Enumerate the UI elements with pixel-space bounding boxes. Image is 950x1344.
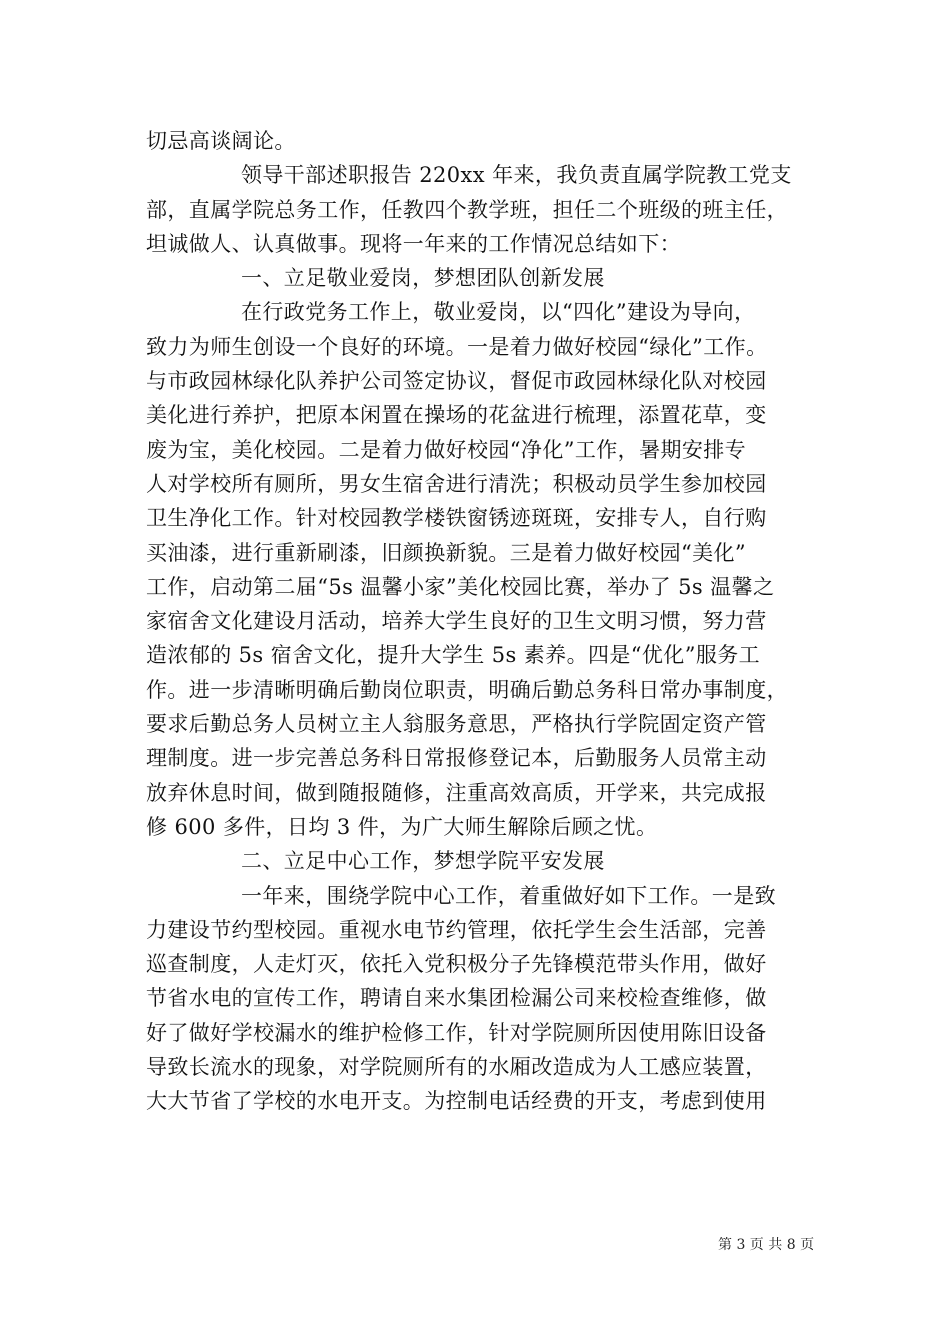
text-line: 切忌高谈阔论。: [146, 129, 296, 153]
text-line: 废为宝，美化校园。二是着力做好校园“净化”工作，暑期安排专: [146, 437, 747, 462]
body-text: [146, 124, 822, 1119]
text-line: 大大节省了学校的水电开支。为控制电话经费的开支，考虑到使用: [146, 1089, 767, 1114]
paragraph-start-line: 在行政党务工作上，敬业爱岗，以“四化”建设为导向，: [241, 300, 756, 325]
text-line: 理制度。进一步完善总务科日常报修登记本，后勤服务人员常主动: [146, 746, 767, 771]
text-line: 卫生净化工作。针对校园教学楼铁窗锈迹斑斑，安排专人，自行购: [146, 506, 767, 531]
paragraph-start-line: 领导干部述职报告 220xx 年来，我负责直属学院教工党支: [241, 163, 792, 188]
text-line: 买油漆，进行重新刷漆，旧颜换新貌。三是着力做好校园“美化”: [146, 540, 747, 565]
text-line: 致力为师生创设一个良好的环境。一是着力做好校园“绿化”工作。: [146, 334, 768, 359]
text-line: 好了做好学校漏水的维护检修工作，针对学院厕所因使用陈旧设备: [146, 1020, 767, 1045]
text-line: 人对学校所有厕所，男女生宿舍进行清洗；积极动员学生参加校园: [146, 471, 767, 496]
section-heading-1: 一、立足敬业爱岗，梦想团队创新发展: [241, 266, 605, 291]
paragraph-start-line: 一年来，围绕学院中心工作，着重做好如下工作。一是致: [241, 883, 776, 908]
text-line: 巡查制度，人走灯灭，依托入党积极分子先锋模范带头作用，做好: [146, 952, 767, 977]
text-line: 坦诚做人、认真做事。现将一年来的工作情况总结如下：: [146, 231, 681, 256]
text-line: 造浓郁的 5s 宿舍文化，提升大学生 5s 素养。四是“优化”服务工: [146, 643, 761, 668]
text-line: 导致长流水的现象，对学院厕所有的水厢改造成为人工感应装置，: [146, 1055, 767, 1080]
text-line: 美化进行养护，把原本闲置在操场的花盆进行梳理，添置花草，变: [146, 403, 767, 428]
text-line: 作。进一步清晰明确后勤岗位职责，明确后勤总务科日常办事制度，: [146, 677, 788, 702]
text-line: 部，直属学院总务工作，任教四个教学班，担任二个班级的班主任，: [146, 197, 788, 222]
section-heading-2: 二、立足中心工作，梦想学院平安发展: [241, 849, 605, 874]
text-line: 要求后勤总务人员树立主人翁服务意思，严格执行学院固定资产管: [146, 712, 767, 737]
text-line: 工作，启动第二届“5s 温馨小家”美化校园比赛，举办了 5s 温馨之: [146, 574, 775, 599]
text-line: 修 600 多件，日均 3 件，为广大师生解除后顾之忧。: [146, 814, 658, 839]
page-number-footer: 第 3 页 共 8 页: [718, 1237, 815, 1253]
text-line: 家宿舍文化建设月活动，培养大学生良好的卫生文明习惯，努力营: [146, 609, 767, 634]
text-line: 节省水电的宣传工作，聘请自来水集团检漏公司来校检查维修，做: [146, 986, 767, 1011]
text-line: 放弃休息时间，做到随报随修，注重高效高质，开学来，共完成报: [146, 780, 767, 805]
text-line: 力建设节约型校园。重视水电节约管理，依托学生会生活部，完善: [146, 917, 767, 942]
text-line: 与市政园林绿化队养护公司签定协议，督促市政园林绿化队对校园: [146, 369, 767, 394]
